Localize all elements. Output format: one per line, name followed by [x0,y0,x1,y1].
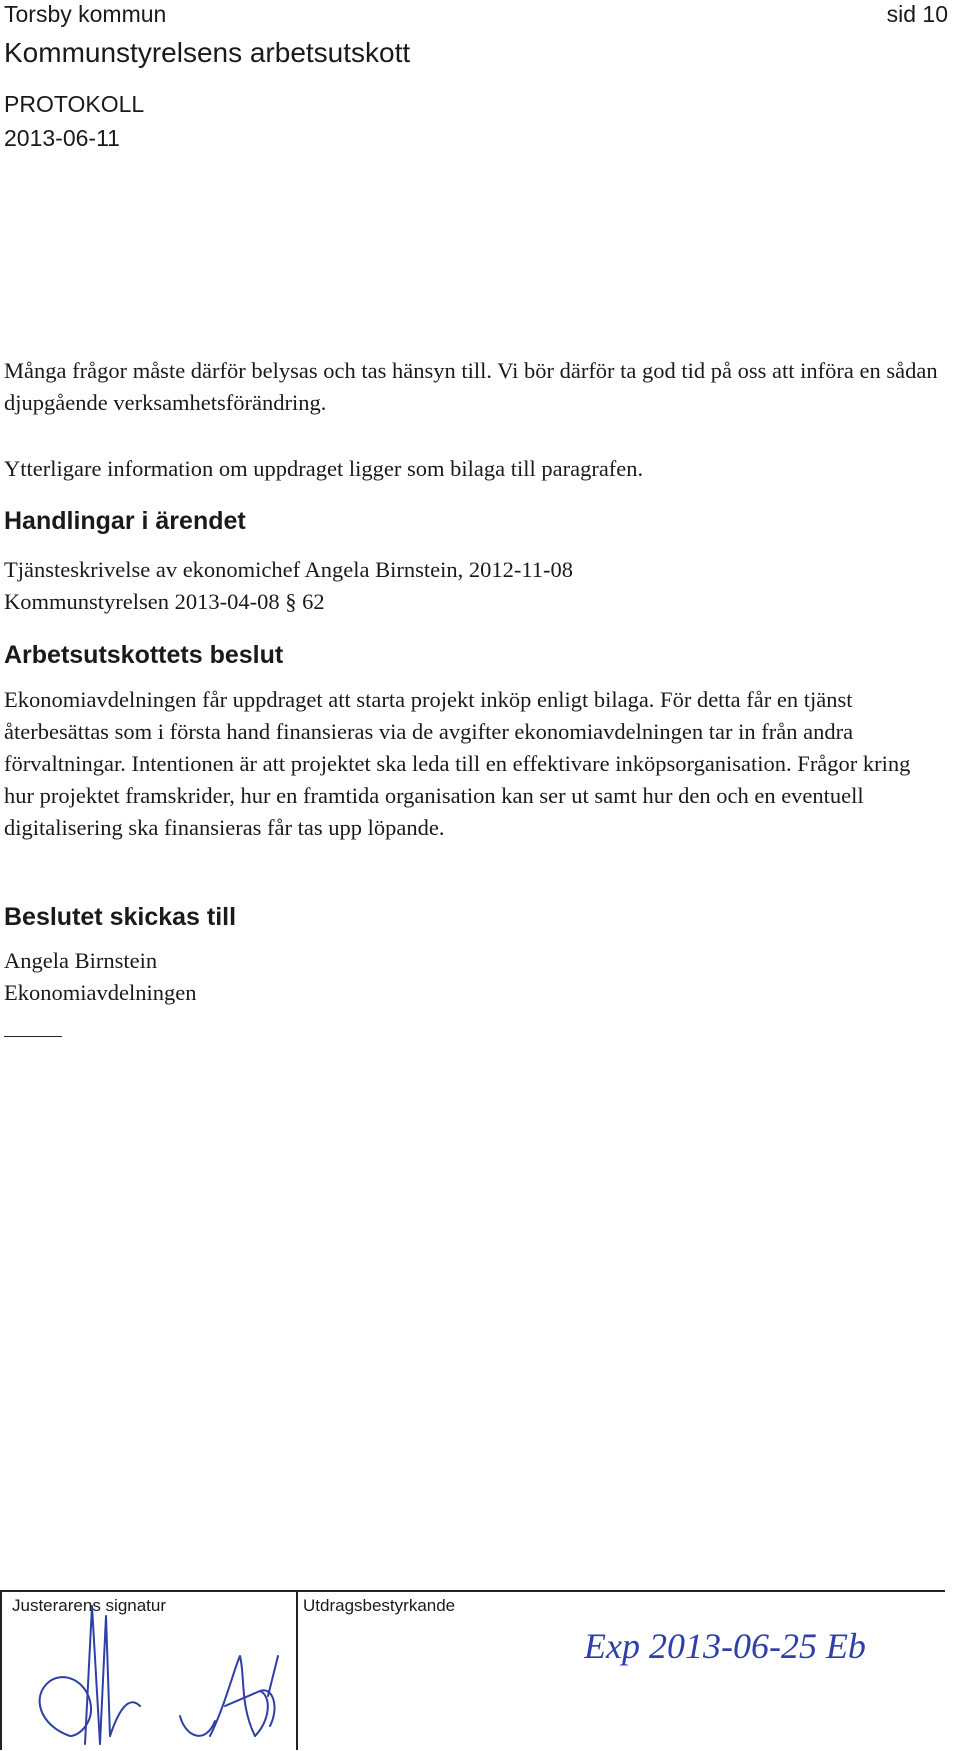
document-item: Kommunstyrelsen 2013-04-08 § 62 [4,589,325,614]
handwritten-signature [10,1596,290,1746]
certification-stamp [584,1608,954,1678]
recipient-item: Angela Birnstein [4,948,158,973]
certification-note: Exp 2013-06-25 Eb [584,1626,866,1666]
document-item: Tjänsteskrivelse av ekonomichef Angela Birnstein, 2012-11-08 [4,557,574,582]
heading-recipients: Beslutet skickas till [4,903,237,931]
recipient-item: Ekonomiavdelningen [4,980,197,1005]
paragraph-intro: Många frågor måste därför belysas och tas hänsyn till. Vi bör därför ta god tid på oss att införa en sådan djupgående verksamhetsförändring. [4,358,938,415]
paragraph-info: Ytterligare information om uppdraget ligger som bilaga till paragrafen. [4,456,644,481]
end-rule [4,1036,62,1037]
organization-name: Torsby kommun [4,1,167,27]
heading-decision: Arbetsutskottets beslut [4,641,284,669]
footer-left-border [0,1590,2,1750]
document-type: PROTOKOLL [4,91,145,117]
document-date: 2013-06-11 [4,125,120,151]
footer-top-line [0,1590,945,1592]
signature-label: Justerarens signatur [12,1596,167,1615]
certification-label: Utdragsbestyrkande [303,1596,456,1615]
page-number: sid 10 [886,1,948,27]
committee-name: Kommunstyrelsens arbetsutskott [4,37,411,68]
heading-documents: Handlingar i ärendet [4,507,246,535]
decision-text: Ekonomiavdelningen får uppdraget att starta projekt inköp enligt bilaga. För detta får en tjänst återbesättas som i första hand finansieras via de avgifter ekonomiavdelningen tar in från andra förvaltningar. Intentionen är att projektet ska leda till en effektivare inköpsorganisation. Frågor kring hur projektet framskrider, hur en framtida organisation kan ser ut samt hur den och en eventuell digitalisering ska finansieras får tas upp löpande. [4,687,911,840]
footer-divider [296,1590,298,1750]
